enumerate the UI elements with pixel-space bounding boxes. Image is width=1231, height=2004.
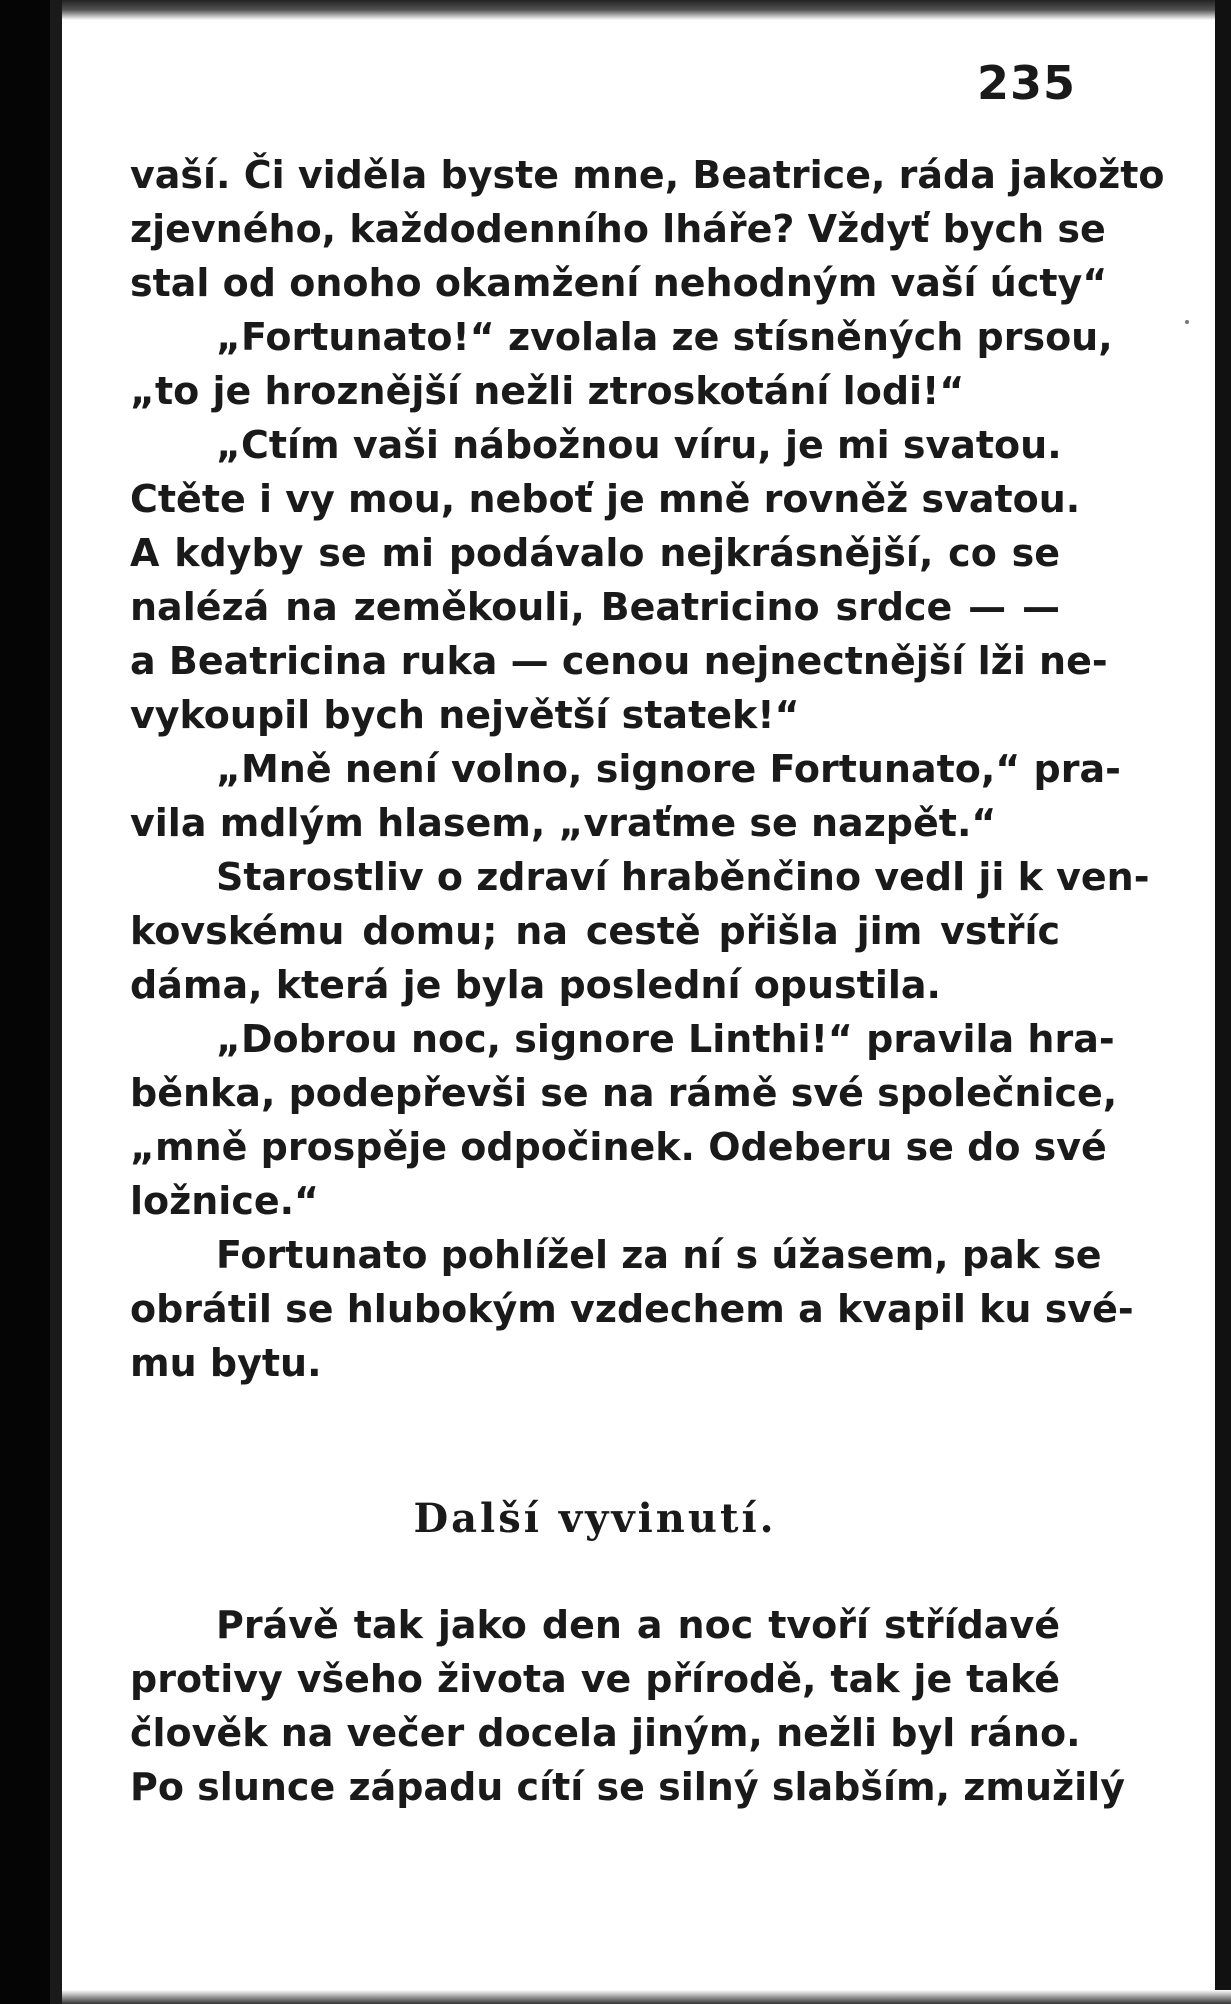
text-line: zjevného, každodenního lháře? Vždyť bych se xyxy=(130,207,1106,251)
text-line: „Ctím vaši nábožnou víru, je mi svatou. xyxy=(216,423,1062,467)
section-text xyxy=(130,1598,1125,1814)
text-line: „to je hroznější nežli ztroskotání lodi!“ xyxy=(130,369,965,413)
scan-edge-top xyxy=(62,0,1231,20)
text-line: „Fortunato!“ zvolala ze stísněných prsou, xyxy=(216,315,1113,359)
section-heading-wrap xyxy=(130,1495,1060,1542)
text-line: ložnice.“ xyxy=(130,1179,320,1223)
text-line: člověk na večer docela jiným, nežli byl ráno. xyxy=(130,1711,1081,1755)
text-line: „Mně není volno, signore Fortunato,“ pra- xyxy=(216,747,1121,791)
text-line: dáma, která je byla poslední opustila. xyxy=(130,963,941,1007)
scan-edge-left-shadow xyxy=(50,0,62,2004)
text-line: „Dobrou noc, signore Linthi!“ pravila hra- xyxy=(216,1017,1115,1061)
text-line: Po slunce západu cítí se silný slabším, zmužilý xyxy=(130,1765,1125,1809)
text-line: Fortunato pohlížel za ní s úžasem, pak se xyxy=(216,1233,1102,1277)
text-line: a Beatricina ruka — cenou nejnectnější lži ne- xyxy=(130,639,1108,683)
text-line: protivy všeho života ve přírodě, tak je také xyxy=(130,1657,1060,1701)
text-line: běnka, podepřevši se na rámě své společnice, xyxy=(130,1071,1118,1115)
text-line: mu bytu. xyxy=(130,1341,322,1385)
page-number: 235 xyxy=(976,56,1076,110)
text-line: stal od onoho okamžení nehodným vaší úcty“ xyxy=(130,261,1108,305)
text-line: A kdyby se mi podávalo nejkrásnější, co se xyxy=(130,531,1060,575)
section-heading: Další vyvinutí. xyxy=(413,1495,777,1542)
paper-speck xyxy=(1185,320,1189,324)
body-text xyxy=(130,148,1165,1390)
text-line: Právě tak jako den a noc tvoří střídavé xyxy=(216,1603,1060,1647)
text-line: nalézá na zeměkouli, Beatricino srdce — — xyxy=(130,585,1060,629)
text-line: „mně prospěje odpočinek. Odeberu se do své xyxy=(130,1125,1107,1169)
text-line: Starostliv o zdraví hraběnčino vedl ji k ven- xyxy=(216,855,1150,899)
scan-edge-bottom xyxy=(62,1990,1231,2004)
scan-edge-right xyxy=(1215,0,1231,2004)
text-line: obrátil se hlubokým vzdechem a kvapil ku své- xyxy=(130,1287,1134,1331)
text-line: vaší. Či viděla byste mne, Beatrice, ráda jakožto xyxy=(130,153,1165,197)
text-line: kovskému domu; na cestě přišla jim vstříc xyxy=(130,909,1060,953)
text-line: Ctěte i vy mou, neboť je mně rovněž svatou. xyxy=(130,477,1081,521)
text-line: vila mdlým hlasem, „vraťme se nazpět.“ xyxy=(130,801,997,845)
text-line: vykoupil bych největší statek!“ xyxy=(130,693,800,737)
